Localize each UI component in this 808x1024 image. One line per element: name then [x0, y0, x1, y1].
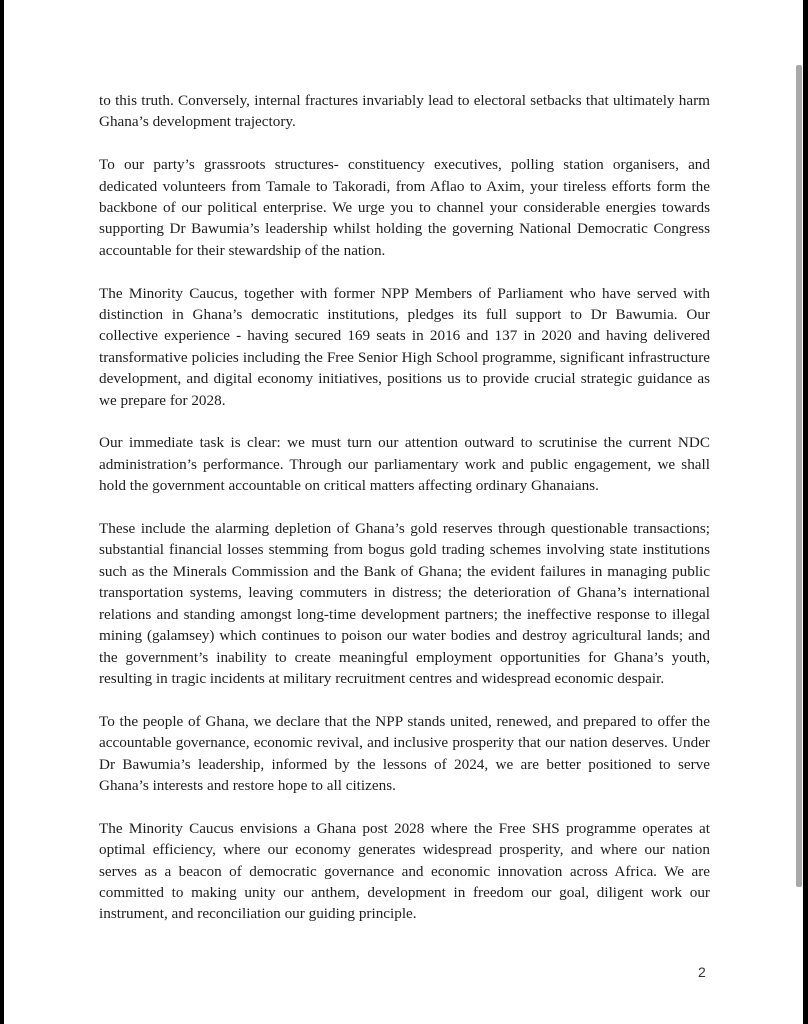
document-page [99, 90, 710, 946]
paragraph-people-of-ghana: To the people of Ghana, we declare that the NPP stands united, renewed, and prepared to offer the accountable governance, economic revival, and inclusive prosperity that our nation deserves. Under Dr Bawumia’s leadership, informed by the lessons of 2024, we are better positioned to serve Ghana’s interests and restore hope to all citizens. [99, 712, 710, 794]
paragraph-immediate-task: Our immediate task is clear: we must turn our attention outward to scrutinise the current NDC administration’s performance. Through our parliamentary work and public engagement, we shall hold the government accountable on critical matters affecting ordinary Ghanaians. [99, 434, 710, 495]
paragraph-vision-2028: The Minority Caucus envisions a Ghana post 2028 where the Free SHS programme operates at optimal efficiency, where our economy generates widespread prosperity, and where our nation serves as a beacon of democratic governance and economic innovation across Africa. We are committed to making unity our anthem, development in freedom our goal, diligent work our instrument, and reconciliation our guiding principle. [99, 819, 710, 923]
page-number: 2 [698, 964, 706, 980]
vertical-scrollbar-thumb[interactable] [796, 65, 802, 887]
paragraph-minority-caucus-support: The Minority Caucus, together with former NPP Members of Parliament who have served with distinction in Ghana’s democratic institutions, pledges its full support to Dr Bawumia. Our collective experience - having secured 169 seats in 2016 and 137 in 2020 and having delivered transformative policies including the Free Senior High School programme, significant infrastructure development, and digital economy initiatives, positions us to provide crucial strategic guidance as we prepare for 2028. [99, 284, 710, 409]
paragraph-critical-matters: These include the alarming depletion of Ghana’s gold reserves through questionable transactions; substantial financial losses stemming from bogus gold trading schemes involving state institutions such as the Minerals Commission and the Bank of Ghana; the evident failures in managing public transportation systems, leaving commuters in distress; the deterioration of Ghana’s international relations and standing amongst long-time development partners; the ineffective response to illegal mining (galamsey) which continues to poison our water bodies and destroy agricultural lands; and the government’s inability to create meaningful employment opportunities for Ghana’s youth, resulting in tragic incidents at military recruitment centres and widespread economic despair. [99, 520, 710, 687]
paragraph-grassroots: To our party’s grassroots structures- constituency executives, polling station organisers, and dedicated volunteers from Tamale to Takoradi, from Aflao to Axim, your tireless efforts form the backbone of our political enterprise. We urge you to channel your considerable energies towards supporting Dr Bawumia’s leadership whilst holding the governing National Democratic Congress accountable for their stewardship of the nation. [99, 156, 710, 259]
right-border [803, 0, 808, 1024]
paragraph-continuation: to this truth. Conversely, internal fractures invariably lead to electoral setbacks that ultimately harm Ghana’s development trajectory. [99, 92, 710, 131]
left-border [0, 0, 4, 1024]
